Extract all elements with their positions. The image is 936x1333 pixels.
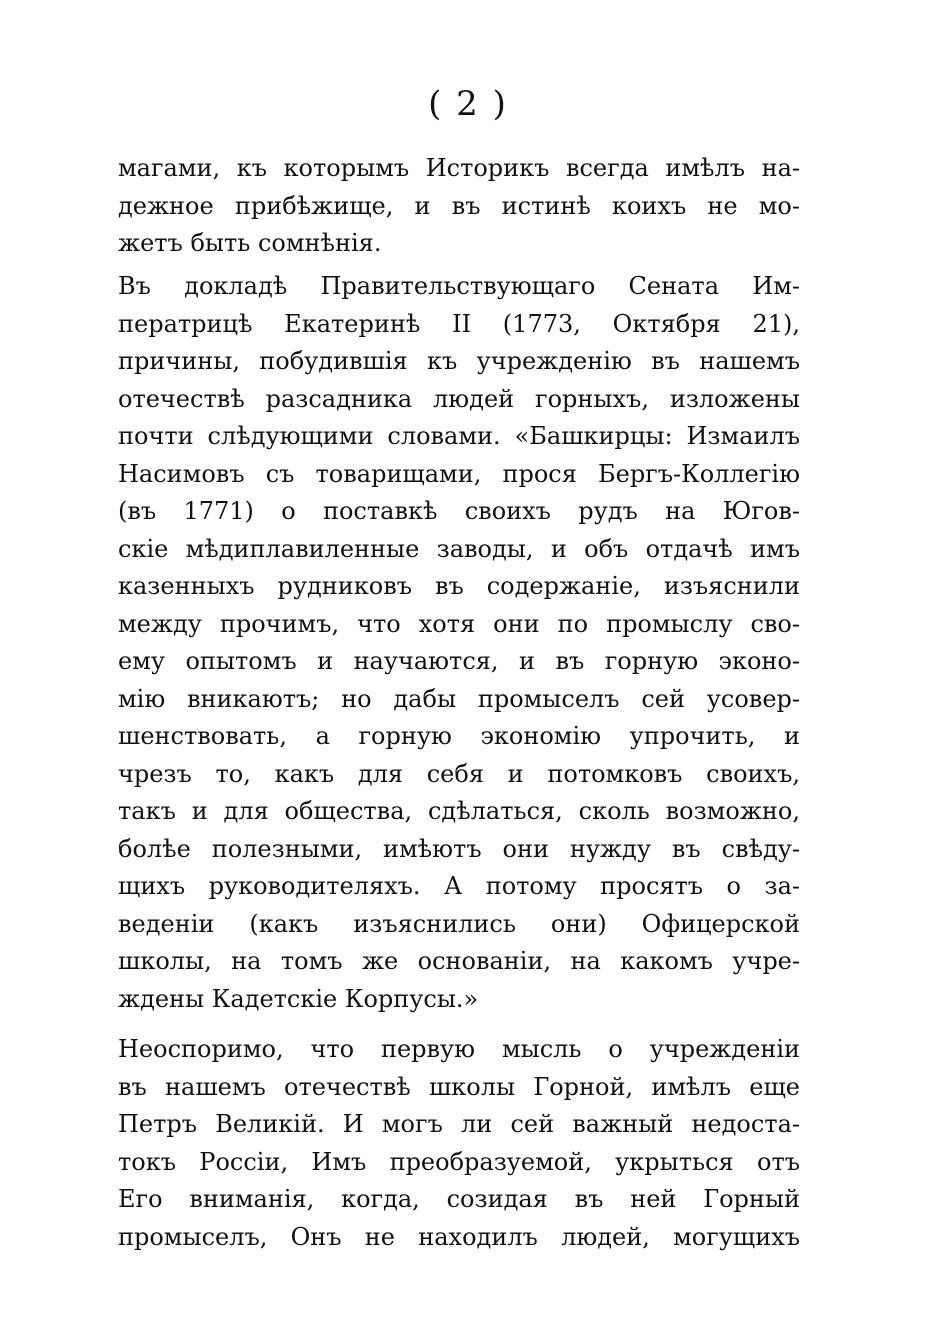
text-line: веденіи (какъ изъяснились они) Офицерской: [118, 909, 800, 938]
text-line: мію вникаютъ; но дабы промыселъ сей усовер-: [118, 684, 800, 713]
paragraph-2: [118, 268, 800, 1018]
text-line: между прочимъ, что хотя они по промыслу сво-: [118, 609, 800, 638]
text-line: такъ и для общества, сдѣлаться, сколь возможно,: [118, 797, 800, 825]
paragraph-1: [118, 150, 800, 263]
text-line: жетъ быть сомнѣнія.: [118, 229, 382, 257]
text-line: Въ докладѣ Правительствующаго Сената Им-: [118, 272, 800, 300]
text-line: шенствовать, а горную экономію упрочить, и: [118, 722, 800, 750]
text-line: ждены Кадетскіе Корпусы.»: [118, 984, 479, 1013]
text-line: Петръ Великій. И могъ ли сей важный недоста-: [118, 1110, 800, 1138]
paragraph-3: [118, 1031, 800, 1256]
text-line: (въ 1771) о поставкѣ своихъ рудъ на Югов-: [118, 497, 800, 525]
text-line: почти слѣдующими словами. «Башкирцы: Измаилъ: [118, 422, 800, 450]
text-line: Неоспоримо, что первую мысль о учрежденіи: [118, 1035, 800, 1063]
text-line: отечествѣ разсадника людей горныхъ, изложены: [118, 384, 800, 413]
text-line: въ нашемъ отечествѣ школы Горной, имѣлъ еще: [118, 1072, 800, 1101]
text-line: причины, побудившія къ учрежденію въ нашемъ: [118, 347, 800, 375]
text-line: школы, на томъ же основаніи, на какомъ учре-: [118, 947, 800, 975]
text-line: Его вниманія, когда, созидая въ ней Горный: [118, 1185, 800, 1213]
text-line: токъ Россіи, Имъ преобразуемой, укрыться отъ: [118, 1147, 800, 1176]
text-line: дежное прибѣжище, и въ истинѣ коихъ не мо-: [118, 191, 800, 220]
text-line: магами, къ которымъ Историкъ всегда имѣлъ на-: [118, 154, 800, 182]
text-line: Насимовъ съ товарищами, прося Бергъ-Коллегію: [118, 459, 800, 488]
text-line: ему опытомъ и научаются, и въ горную эконо-: [118, 647, 800, 675]
text-line: промыселъ, Онъ не находилъ людей, могущихъ: [118, 1222, 800, 1251]
text-line: щихъ руководителяхъ. А потому просятъ о за-: [118, 872, 800, 900]
text-line: болѣе полезными, имѣютъ они нужду въ свѣду-: [118, 834, 800, 863]
text-line: скіе мѣдиплавиленные заводы, и объ отдачѣ имъ: [118, 534, 800, 563]
text-line: ператрицѣ Екатеринѣ II (1773, Октября 21),: [118, 309, 800, 338]
page-number: ( 2 ): [428, 84, 508, 124]
text-line: казенныхъ рудниковъ въ содержаніе, изъяснили: [118, 572, 800, 600]
text-line: чрезъ то, какъ для себя и потомковъ своихъ,: [118, 759, 800, 788]
